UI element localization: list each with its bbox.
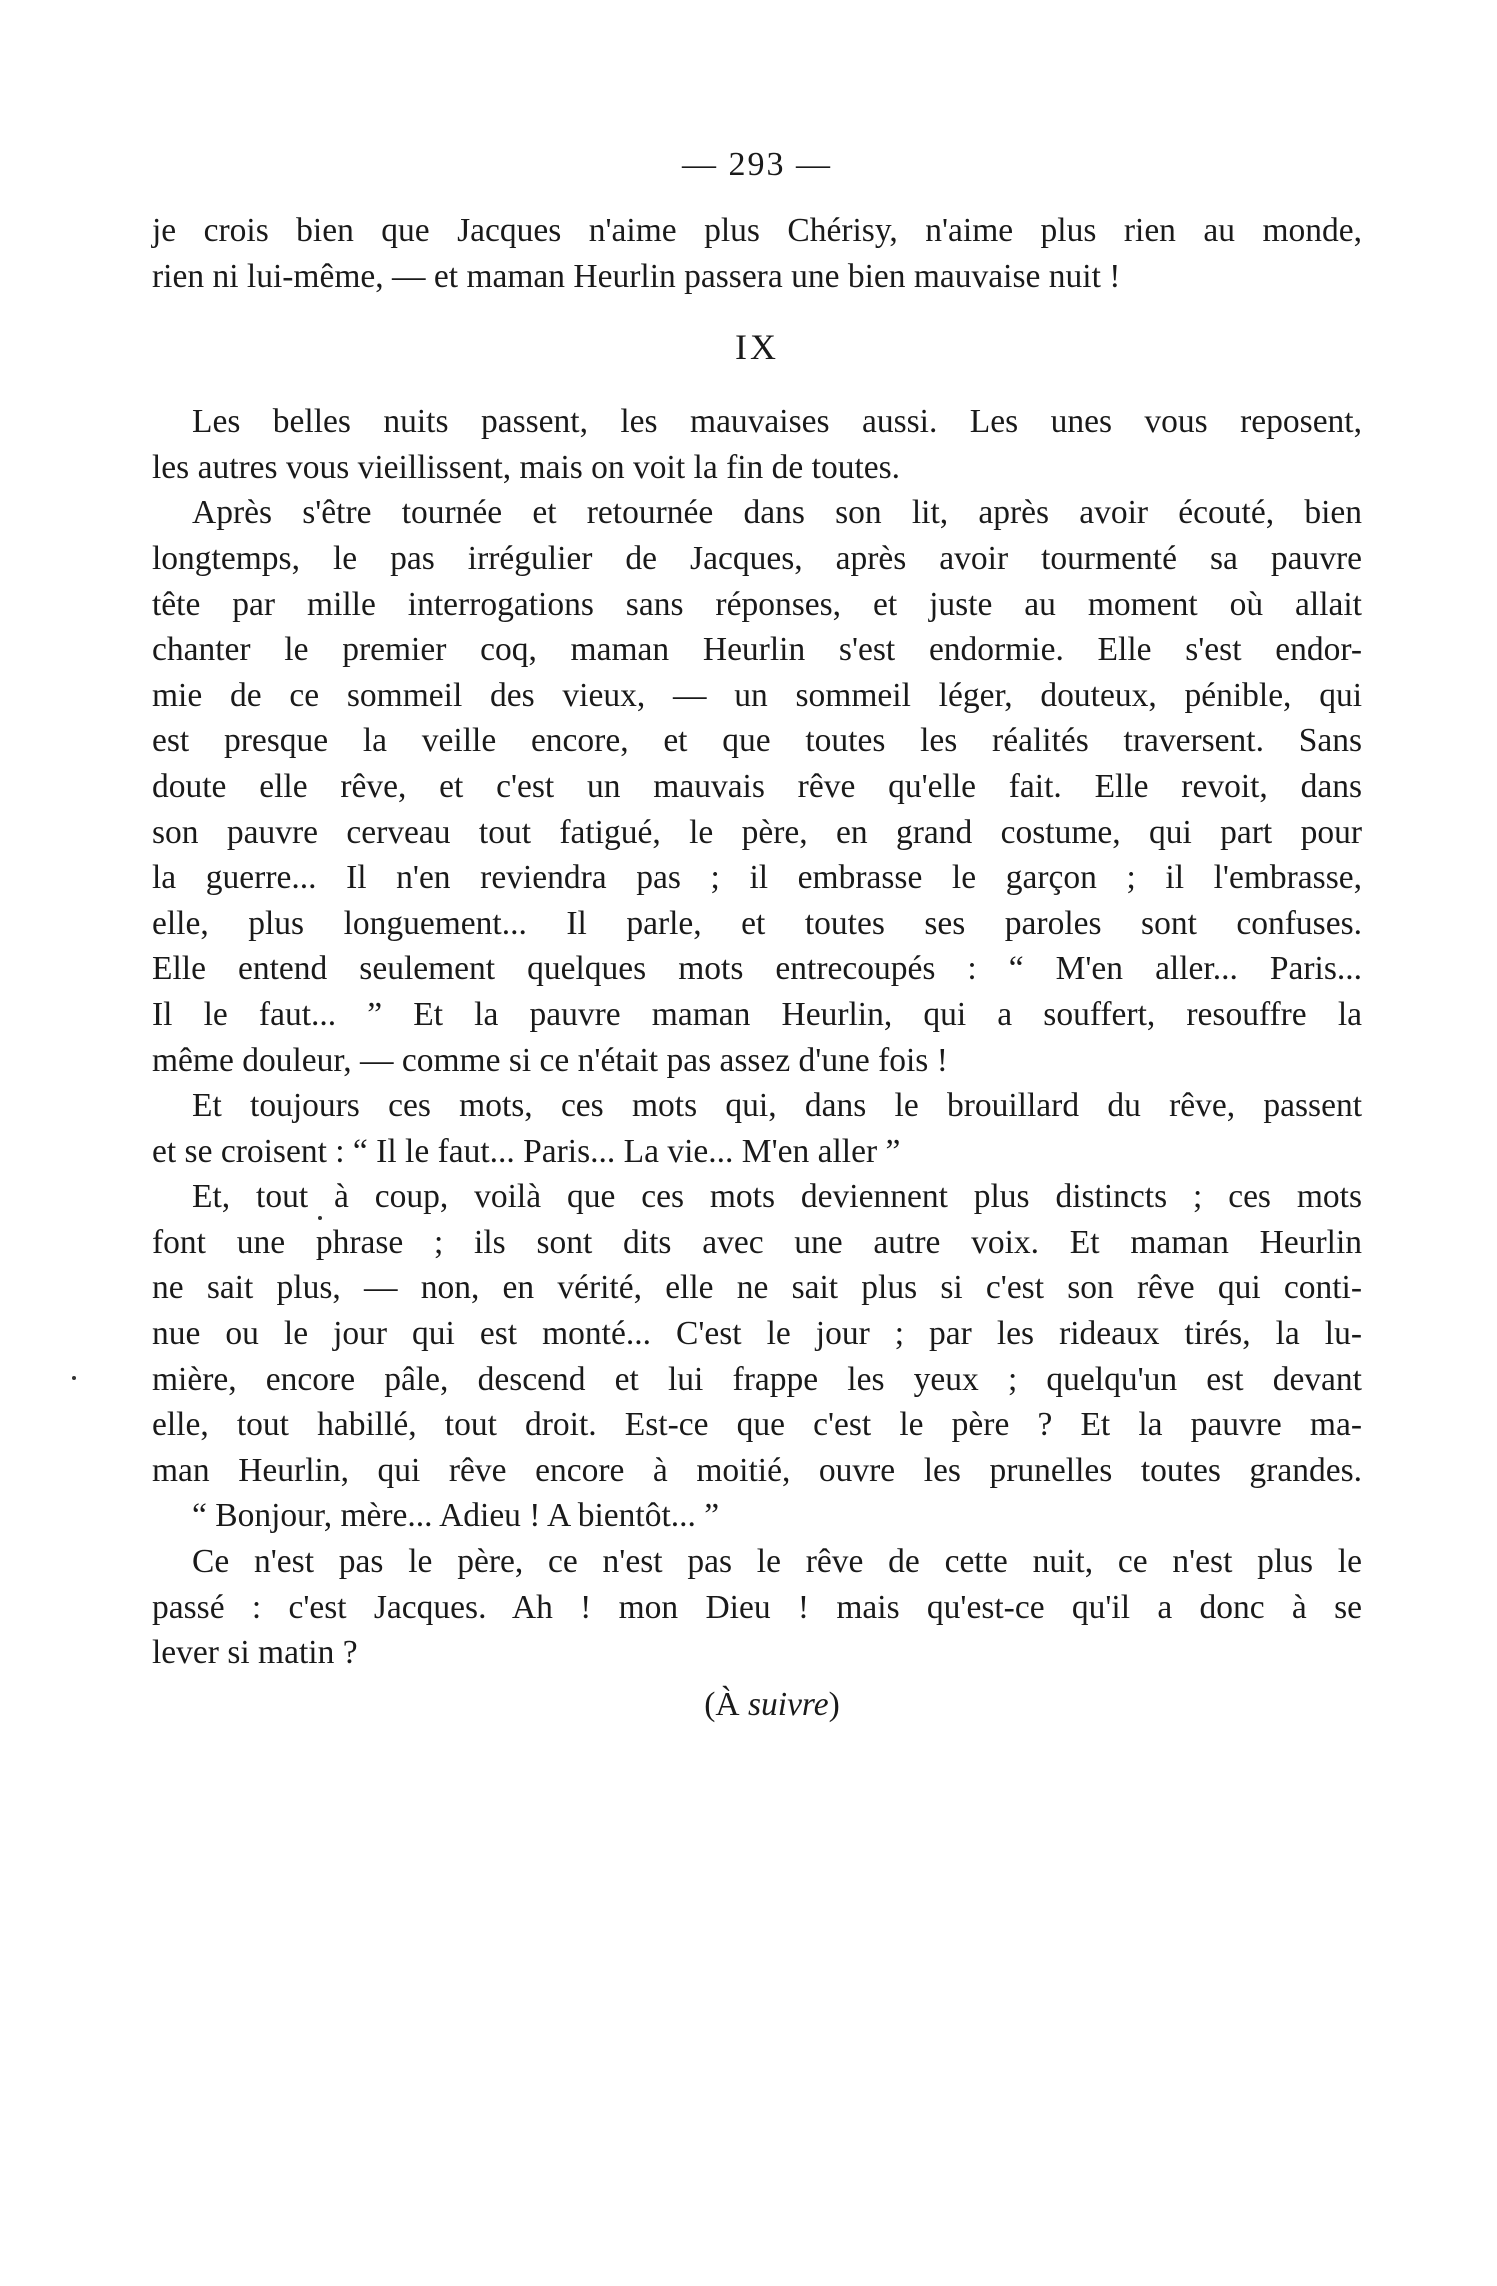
text-line: Ce n'est pas le père, ce n'est pas le rêve de cette nuit, ce n'est plus le (192, 1543, 1362, 1581)
print-speck (72, 1376, 76, 1380)
top-paragraph (152, 208, 1362, 299)
paren-close: ) (828, 1685, 840, 1723)
to-be-continued (152, 1682, 1362, 1728)
text-line: Et toujours ces mots, ces mots qui, dans le brouillard du rêve, passent (192, 1087, 1362, 1125)
print-speck (318, 1216, 322, 1220)
text-line: la guerre... Il n'en reviendra pas ; il embrasse le garçon ; il l'embrasse, (152, 859, 1362, 897)
page-number: — 293 — (682, 146, 832, 183)
text-line: longtemps, le pas irrégulier de Jacques, après avoir tourmenté sa pauvre (152, 539, 1362, 577)
text-line: Les belles nuits passent, les mauvaises aussi. Les unes vous reposent, (192, 403, 1362, 441)
text-line: chanter le premier coq, maman Heurlin s'est endormie. Elle s'est endor- (152, 631, 1362, 669)
text-line: et se croisent : “ Il le faut... Paris... La vie... M'en aller ” (152, 1132, 901, 1170)
paren-open: ( (704, 1685, 716, 1723)
text-line: Il le faut... ” Et la pauvre maman Heurlin, qui a souffert, resouffre la (152, 995, 1362, 1033)
text-line: mière, encore pâle, descend et lui frappe les yeux ; quelqu'un est devant (152, 1360, 1362, 1398)
text-line: font une phrase ; ils sont dits avec une autre voix. Et maman Heurlin (152, 1223, 1362, 1261)
text-line: tête par mille interrogations sans réponses, et juste au moment où allait (152, 585, 1362, 623)
text-line: les autres vous vieillissent, mais on voit la fin de toutes. (152, 448, 901, 486)
text-line: ne sait plus, — non, en vérité, elle ne sait plus si c'est son rêve qui conti- (152, 1269, 1362, 1307)
book-page (152, 148, 1362, 1727)
text-line: son pauvre cerveau tout fatigué, le père, en grand costume, qui part pour (152, 813, 1362, 851)
text-line: je crois bien que Jacques n'aime plus Chérisy, n'aime plus rien au monde, (152, 212, 1362, 249)
text-line: mie de ce sommeil des vieux, — un sommeil léger, douteux, pénible, qui (152, 676, 1362, 714)
text-line: Elle entend seulement quelques mots entrecoupés : “ M'en aller... Paris... (152, 950, 1362, 988)
text-line: Et, tout à coup, voilà que ces mots deviennent plus distincts ; ces mots (192, 1178, 1362, 1216)
text-line: même douleur, — comme si ce n'était pas assez d'une fois ! (152, 1041, 948, 1079)
continued-word: suivre (747, 1685, 829, 1723)
chapter-heading: IX (735, 327, 779, 368)
chapter-body (152, 399, 1362, 1676)
text-line: “ Bonjour, mère... Adieu ! A bientôt... ” (192, 1497, 720, 1535)
text-line: doute elle rêve, et c'est un mauvais rêve qu'elle fait. Elle revoit, dans (152, 767, 1362, 805)
text-line: rien ni lui-même, — et maman Heurlin passera une bien mauvaise nuit ! (152, 257, 1121, 295)
text-line: passé : c'est Jacques. Ah ! mon Dieu ! mais qu'est-ce qu'il a donc à se (152, 1588, 1362, 1626)
text-line: Après s'être tournée et retournée dans son lit, après avoir écouté, bien (192, 494, 1362, 532)
text-line: nue ou le jour qui est monté... C'est le jour ; par les rideaux tirés, la lu- (152, 1315, 1362, 1353)
text-line: elle, plus longuement... Il parle, et toutes ses paroles sont confuses. (152, 904, 1362, 942)
text-line: man Heurlin, qui rêve encore à moitié, ouvre les prunelles toutes grandes. (152, 1451, 1362, 1489)
text-line: elle, tout habillé, tout droit. Est-ce que c'est le père ? Et la pauvre ma- (152, 1406, 1362, 1444)
continued-letter: À (715, 1685, 740, 1723)
text-line: est presque la veille encore, et que toutes les réalités traversent. Sans (152, 722, 1362, 760)
text-line: lever si matin ? (152, 1634, 358, 1672)
